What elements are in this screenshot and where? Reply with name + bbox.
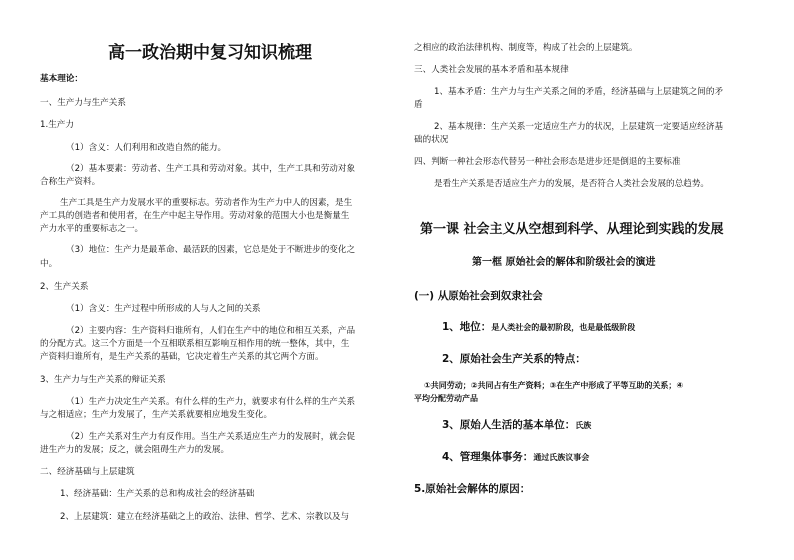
section-4-heading: 四、判断一种社会形态代替另一种社会形态是进步还是倒退的主要标准 (414, 157, 681, 167)
paragraph: 中。 (40, 259, 58, 269)
point-5: 5.原始社会解体的原因： (414, 483, 531, 495)
subsection-dialectic: 3、生产力与生产关系的辩证关系 (40, 375, 166, 385)
paragraph: 生产工具是生产力发展水平的重要标志。劳动者作为生产力中人的因素，是生 (60, 198, 353, 208)
paragraph: （2）基本要素：劳动者、生产工具和劳动对象。其中，生产工具和劳动对象 (66, 164, 356, 174)
lesson-heading: 第一课 社会主义从空想到科学、从理论到实践的发展 (420, 222, 724, 237)
paragraph: （1）含义：人们利用和改造自然的能力。 (66, 143, 227, 153)
page-title: 高一政治期中复习知识梳理 (108, 43, 312, 63)
paragraph: 盾 (414, 100, 423, 110)
point-2-label: 2、原始社会生产关系的特点： (442, 353, 586, 365)
section-1-heading: 一、生产力与生产关系 (40, 98, 126, 108)
paragraph: （3）地位：生产力是最革命、最活跃的因素，它总是处于不断进步的变化之 (66, 245, 356, 255)
paragraph: 产力水平的重要标志之一。 (40, 224, 144, 234)
paragraph: 1、经济基础：生产关系的总和构成社会的经济基础 (60, 489, 255, 499)
paragraph: 2、上层建筑：建立在经济基础之上的政治、法律、哲学、艺术、宗教以及与 (60, 512, 350, 522)
paragraph: （1）生产力决定生产关系。有什么样的生产力，就要求有什么样的生产关系 (66, 397, 356, 407)
paragraph: 础的状况 (414, 135, 449, 145)
subsection-productivity: 1.生产力 (40, 120, 74, 130)
point-2-value: ①共同劳动；②共同占有生产资料；③在生产中形成了平等互助的关系；④ (424, 381, 684, 390)
paragraph: 合称生产资料。 (40, 177, 101, 187)
paragraph: （2）生产关系对生产力有反作用。当生产关系适应生产力的发展时，就会促 (66, 432, 356, 442)
paragraph: （2）主要内容：生产资料归谁所有，人们在生产中的地位和相互关系，产品 (66, 326, 356, 336)
paragraph: 进生产力的发展；反之，就会阻碍生产力的发展。 (40, 445, 230, 455)
point-1-value: 是人类社会的最初阶段，也是最低级阶段 (491, 323, 636, 332)
section-2-heading: 二、经济基础与上层建筑 (40, 467, 135, 477)
point-3-label: 3、原始人生活的基本单位： (442, 419, 576, 431)
point-4-value: 通过氏族议事会 (533, 453, 590, 462)
paragraph: 的分配方式。这三个方面是一个互相联系相互影响互相作用的统一整体，其中，生 (40, 339, 350, 349)
point-4 (442, 450, 589, 465)
paragraph: 之相应的政治法律机构、制度等，构成了社会的上层建筑。 (414, 43, 638, 53)
paragraph: 2、基本规律：生产关系一定适应生产力的状况，上层建筑一定要适应经济基 (434, 122, 724, 132)
section-3-heading: 三、人类社会发展的基本矛盾和基本规律 (414, 65, 569, 75)
point-1-label: 1、地位： (442, 321, 492, 333)
point-3 (442, 418, 591, 433)
paragraph: （1）含义：生产过程中所形成的人与人之间的关系 (66, 304, 261, 314)
subsection-relations: 2、生产关系 (40, 282, 89, 292)
point-3-value: 氏族 (575, 421, 592, 430)
paragraph: 与之相适应；生产力发展了，生产关系就要相应地发生变化。 (40, 410, 273, 420)
point-4-label: 4、管理集体事务： (442, 451, 534, 463)
paragraph: 是看生产关系是否适应生产力的发展，是否符合人类社会发展的总趋势。 (434, 179, 710, 189)
basic-theory-heading: 基本理论： (40, 74, 83, 84)
paragraph: 产资料归谁所有，是生产关系的基础，它决定着生产关系的其它两个方面。 (40, 352, 324, 362)
point-1 (442, 320, 635, 335)
paragraph: 1、基本矛盾：生产力与生产关系之间的矛盾，经济基础与上层建筑之间的矛 (434, 87, 724, 97)
part-1-heading: (一) 从原始社会到奴隶社会 (414, 290, 543, 302)
frame-heading: 第一框 原始社会的解体和阶级社会的演进 (472, 257, 656, 268)
paragraph: 产工具的创造者和使用者，在生产中起主导作用。劳动对象的范围大小也是衡量生 (40, 211, 350, 221)
point-2-value: 平均分配劳动产品 (414, 394, 478, 403)
